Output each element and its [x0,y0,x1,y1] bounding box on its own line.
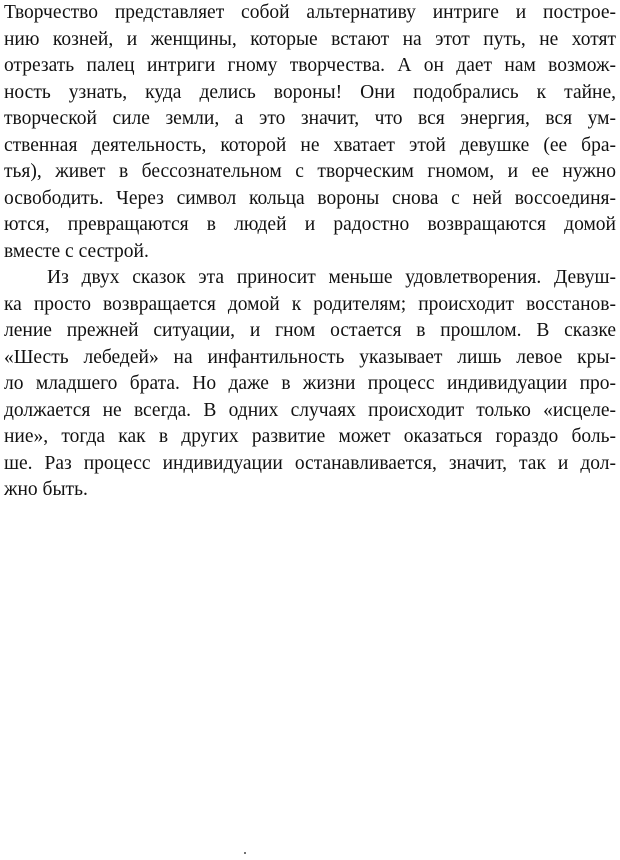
paragraph-1 [4,0,616,265]
text-line: ются, превращаются в людей и радостно возвращаются домой [4,214,616,235]
text-line: ка просто возвращается домой к родителям; происходит восстанов- [4,293,616,315]
text-line: творческой силе земли, а это значит, что вся энергия, вся ум- [4,108,616,129]
paragraph-2 [4,265,616,504]
text-line: Творчество представляет собой альтернативу интриге и построе- [4,2,616,23]
text-line: должается не всегда. В одних случаях происходит только «исцеле- [4,399,616,421]
text-line: «Шесть лебедей» на инфантильность указывает лишь левое кры- [4,346,616,368]
text-line: ние», тогда как в других развитие может оказаться гораздо боль- [4,426,616,447]
text-line: нию козней, и женщины, которые встают на этот путь, не хотят [4,28,616,50]
text-line: ственная деятельность, которой не хватает этой девушке (ее бра- [4,134,616,156]
text-line: ность узнать, куда делись вороны! Они подобрались к тайне, [4,81,616,103]
text-line: отрезать палец интриги гному творчества. А он дает нам возмож- [4,55,616,76]
scan-speck [244,852,246,854]
text-line: тья), живет в бессознательном с творческим гномом, и ее нужно [4,161,616,182]
text-line: жно быть. [4,479,88,500]
text-line: ление прежней ситуации, и гном остается в прошлом. В сказке [4,320,616,341]
text-line: Из двух сказок эта приносит меньше удовлетворения. Девуш- [47,267,616,288]
text-line: освободить. Через символ кольца вороны снова с ней воссоединя- [4,187,616,209]
text-line: вместе с сестрой. [4,240,149,262]
document-page [4,0,616,504]
text-line: ше. Раз процесс индивидуации останавливается, значит, так и дол- [4,452,616,474]
text-line: ло младшего брата. Но даже в жизни процесс индивидуации про- [4,373,616,394]
